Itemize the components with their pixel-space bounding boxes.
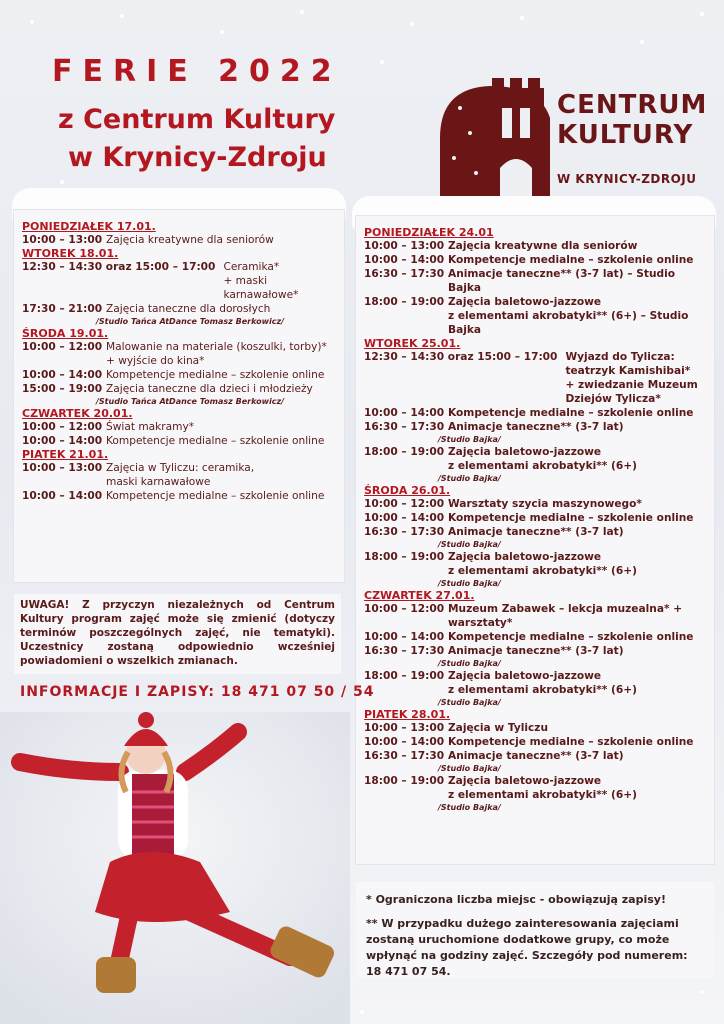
event-row [364,749,706,763]
day-block [22,247,336,327]
snowflake [30,20,34,24]
footnote-2: ** W przypadku dużego zainteresowania zajęciami zostaną uruchomione dodatkowe grupy, co może wpłynąć na godziny zajęć. Szczegóły pod numerem: 18 471 07 54. [366,917,688,978]
event-time: 10:00 – 14:00 [22,490,103,502]
event-note: /Studio Bajka/ [438,435,501,444]
event-row [364,406,706,420]
event-row [22,489,336,503]
snowflake [220,30,224,34]
day-block [364,589,706,708]
day-heading: PONIEDZIAŁEK 24.01 [364,226,494,239]
event-time: 18:00 – 19:00 [364,670,445,682]
event-time: 12:30 – 14:30 oraz 15:00 – 17:00 [22,261,216,273]
schedule-week-1 [14,210,344,582]
event-time: 12:30 – 14:30 oraz 15:00 – 17:00 [364,351,558,363]
event-description: Kompetencje medialne – szkolenie online [448,254,694,266]
event-time: 10:00 – 12:00 [364,603,445,615]
title-line-1: z Centrum Kultury [58,104,336,135]
event-time: 18:00 – 19:00 [364,551,445,563]
snowflake [300,10,304,14]
event-time: 16:30 – 17:30 [364,268,445,280]
event-time: 10:00 – 13:00 [364,722,445,734]
event-row [364,239,706,253]
event-description: Kompetencje medialne – szkolenie online [448,631,694,643]
event-row [22,340,336,368]
event-description: Zajęcia taneczne dla dorosłych [106,303,271,315]
event-row [364,267,706,295]
day-heading: WTOREK 25.01. [364,337,461,350]
event-description: Zajęcia baletowo-jazzowe z elementami akrobatyki** (6+) [448,670,637,696]
event-row [22,434,336,448]
event-row [364,295,706,337]
day-heading: PIATEK 28.01. [364,708,451,721]
event-time: 15:00 – 19:00 [22,383,103,395]
event-description: Zajęcia baletowo-jazzowe z elementami akrobatyki** (6+) [448,775,637,801]
event-row [364,497,706,511]
event-time: 16:30 – 17:30 [364,750,445,762]
event-description: Zajęcia taneczne dla dzieci i młodzieży [106,383,313,395]
event-time: 18:00 – 19:00 [364,446,445,458]
event-row [22,302,336,316]
schedule-week-2 [356,216,714,864]
event-description: Animacje taneczne** (3-7 lat) [448,645,624,657]
logo-text: CENTRUM KULTURY [557,90,708,150]
event-row [364,511,706,525]
day-block [22,327,336,407]
uwaga-notice: UWAGA! Z przyczyn niezależnych od Centrum Kultury program zajęć może się zmienić (dotyczy terminów poszczególnych zajęć, nie tematyki). Uczestnicy zostaną odpowiednio wcześniej powiadomieni o wszelkich zmianach. [14,594,341,674]
event-description: Warsztaty szycia maszynowego* [448,498,642,510]
day-heading: CZWARTEK 20.01. [22,407,133,420]
event-description: Kompetencje medialne – szkolenie online [106,369,325,381]
event-note: /Studio Bajka/ [438,579,501,588]
event-time: 10:00 – 14:00 [22,435,103,447]
event-description: Animacje taneczne** (3-7 lat) – Studio Bajka [448,268,675,294]
event-time: 10:00 – 14:00 [364,512,445,524]
event-row [364,774,706,802]
event-time: 10:00 – 12:00 [22,341,103,353]
event-description: Zajęcia kreatywne dla seniorów [106,234,274,246]
title-ferie: FERIE 2022 [52,54,342,89]
event-row [364,445,706,473]
event-time: 10:00 – 14:00 [22,369,103,381]
event-row [364,350,706,406]
event-time: 16:30 – 17:30 [364,526,445,538]
snowflake [700,990,704,994]
event-row [364,602,706,630]
event-description: Kompetencje medialne – szkolenie online [448,736,694,748]
event-time: 10:00 – 12:00 [364,498,445,510]
event-row [364,525,706,539]
event-note: /Studio Bajka/ [438,698,501,707]
day-heading: WTOREK 18.01. [22,247,119,260]
child-snow-angel-photo [0,712,350,1024]
day-heading: PIATEK 21.01. [22,448,109,461]
event-row [364,735,706,749]
event-note: /Studio Bajka/ [438,540,501,549]
event-row [364,630,706,644]
event-description: Wyjazd do Tylicza: teatrzyk Kamishibai* + zwiedzanie Muzeum Dziejów Tylicza* [565,351,698,405]
event-note: /Studio Bajka/ [438,474,501,483]
event-row [22,420,336,434]
event-description: Kompetencje medialne – szkolenie online [106,490,325,502]
footnote-1: * Ograniczona liczba miejsc - obowiązują zapisy! [366,893,666,906]
event-time: 18:00 – 19:00 [364,775,445,787]
day-block [364,226,706,337]
event-time: 10:00 – 14:00 [364,254,445,266]
day-heading: PONIEDZIAŁEK 17.01. [22,220,156,233]
event-time: 17:30 – 21:00 [22,303,103,315]
event-description: Animacje taneczne** (3-7 lat) [448,421,624,433]
event-time: 10:00 – 14:00 [364,736,445,748]
snowflake [360,1010,364,1014]
event-time: 10:00 – 14:00 [364,407,445,419]
day-block [22,407,336,448]
event-row [22,461,336,489]
event-row [22,382,336,396]
event-description: Malowanie na materiale (koszulki, torby)* + wyjście do kina* [106,341,327,367]
event-description: Świat makramy* [106,421,195,433]
event-row [364,669,706,697]
event-time: 10:00 – 13:00 [22,462,103,474]
event-time: 16:30 – 17:30 [364,421,445,433]
event-time: 10:00 – 14:00 [364,631,445,643]
day-heading: ŚRODA 26.01. [364,484,451,497]
title-line-2: w Krynicy-Zdroju [68,142,327,173]
event-description: Kompetencje medialne – szkolenie online [448,512,694,524]
event-row [364,253,706,267]
event-description: Ceramika* + maski karnawałowe* [223,261,299,301]
event-row [364,550,706,578]
day-block [22,448,336,503]
snowflake [700,12,704,16]
event-description: Animacje taneczne** (3-7 lat) [448,526,624,538]
event-time: 10:00 – 13:00 [364,240,445,252]
event-time: 10:00 – 13:00 [22,234,103,246]
event-row [364,721,706,735]
event-time: 10:00 – 12:00 [22,421,103,433]
event-description: Animacje taneczne** (3-7 lat) [448,750,624,762]
snowflake [60,180,64,184]
day-block [22,220,336,247]
snowflake [520,16,524,20]
logo-subtitle: W KRYNICY-ZDROJU [557,172,697,186]
event-description: Zajęcia baletowo-jazzowe z elementami akrobatyki** (6+) [448,551,637,577]
event-description: Zajęcia baletowo-jazzowe z elementami akrobatyki** (6+) [448,446,637,472]
event-row [22,368,336,382]
event-description: Kompetencje medialne – szkolenie online [448,407,694,419]
day-heading: CZWARTEK 27.01. [364,589,475,602]
event-row [364,420,706,434]
event-note: /Studio Bajka/ [438,764,501,773]
event-description: Zajęcia baletowo-jazzowe z elementami akrobatyki** (6+) – Studio Bajka [448,296,689,336]
footnotes [356,882,714,978]
event-note: /Studio Bajka/ [438,803,501,812]
event-row [22,233,336,247]
event-time: 18:00 – 19:00 [364,296,445,308]
event-row [22,260,336,302]
day-block [364,337,706,484]
contact-info: INFORMACJE I ZAPISY: 18 471 07 50 / 54 [20,684,375,700]
snowflake [120,14,124,18]
event-note: /Studio Tańca AtDance Tomasz Berkowicz/ [96,317,285,326]
snowflake [640,40,644,44]
event-time: 16:30 – 17:30 [364,645,445,657]
event-description: Zajęcia kreatywne dla seniorów [448,240,638,252]
event-description: Zajęcia w Tyliczu [448,722,548,734]
event-note: /Studio Bajka/ [438,659,501,668]
day-heading: ŚRODA 19.01. [22,327,109,340]
event-note: /Studio Tańca AtDance Tomasz Berkowicz/ [96,397,285,406]
event-description: Zajęcia w Tyliczu: ceramika, maski karnawałowe [106,462,255,488]
event-description: Muzeum Zabawek – lekcja muzealna* + warsztaty* [448,603,683,629]
day-block [364,708,706,813]
snowflake [410,22,414,26]
day-block [364,484,706,589]
event-description: Kompetencje medialne – szkolenie online [106,435,325,447]
event-row [364,644,706,658]
snowflake [380,60,384,64]
